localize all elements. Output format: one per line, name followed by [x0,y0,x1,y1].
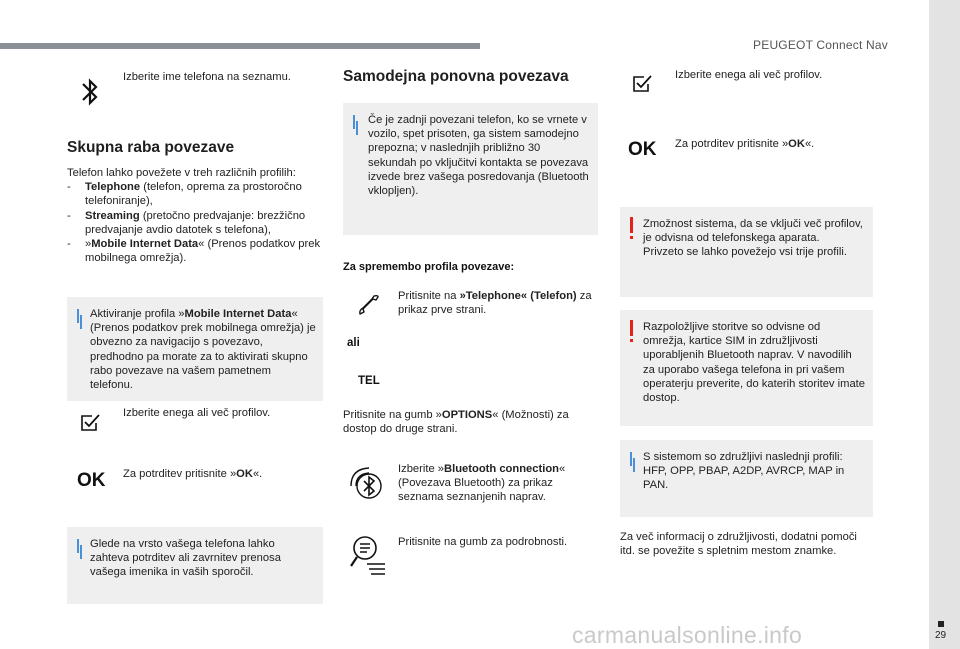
or-label: ali [347,337,360,349]
info-note-compatible [620,440,873,517]
details-text: Pritisnite na gumb za podrobnosti. [398,536,568,548]
tel-button-icon: TEL [358,375,380,387]
change-profile-title: Za spremembo profila povezave: [343,261,515,273]
brand-header: PEUGEOT Connect Nav [753,38,888,52]
info-note-text: Če je zadnji povezani telefon, ko se vrnete v vozilo, spet prisoten, ga sistem samodejno prepozna; v naslednjih približno 30 sekundah po vključitvi kontakta se povezava izvede brez vašega posredovanja (Bluetooth vklopljen). [368,114,589,198]
section-title-sharing: Skupna raba povezave [67,139,235,156]
watermark: carmanualsonline.info [572,622,803,648]
press-telephone-text: Pritisnite na »Telephone« (Telefon) za prikaz prve strani. [398,290,592,317]
info-icon [353,115,355,129]
info-note-reconnect [343,103,598,235]
warning-icon [630,320,633,336]
select-profiles-text: Izberite enega ali več profilov. [675,69,823,81]
warning-note-text: Zmožnost sistema, da se vključi več profilov, je odvisna od telefonskega aparata. Privzeto se lahko povežejo vsi trije profili. [643,218,863,259]
checkbox-icon [80,414,100,437]
page-marker [938,621,944,627]
info-icon [630,452,632,466]
confirm-text: Za potrditev pritisnite »OK«. [123,468,263,480]
warning-icon [630,217,633,233]
info-note-text: Aktiviranje profila »Mobile Internet Data« (Prenos podatkov prek mobilnega omrežja) je obvezno za navigacijo s povezavo, predhodno pa morate za to aktivirati skupno rabo povezave na vašem pametnem telefonu. [90,308,316,392]
info-note-contacts [67,527,323,604]
info-icon [77,309,79,323]
page-edge-strip [929,0,960,649]
confirm-text: Za potrditev pritisnite »OK«. [675,138,815,150]
profiles-intro: Telefon lahko povežete v treh različnih profilih: [67,167,296,179]
list-item: - »Mobile Internet Data« (Prenos podatkov prek mobilnega omrežja). [67,238,321,265]
bluetooth-connection-text: Izberite »Bluetooth connection« (Povezava Bluetooth) za prikaz seznama seznanjenih naprav. [398,463,566,504]
phone-handset-icon [357,293,381,322]
list-item: - Telephone (telefon, oprema za prostoročno telefoniranje), [67,181,302,208]
bluetooth-connection-icon [347,464,387,509]
select-phone-text: Izberite ime telefona na seznamu. [123,71,291,83]
warning-note-profiles [620,207,873,297]
info-icon [77,539,79,553]
bluetooth-icon [78,75,102,114]
info-note-text: S sistemom so združljivi naslednji profili: HFP, OPP, PBAP, A2DP, AVRCP, MAP in PAN. [643,451,845,492]
checkbox-icon [632,75,652,98]
select-profiles-text: Izberite enega ali več profilov. [123,407,271,419]
details-search-icon [347,533,387,582]
more-info-text: Za več informacij o združljivosti, dodatni pomoči itd. se povežite s spletnim mestom znamke. [620,531,857,558]
profiles-block [67,166,329,265]
header-rule [0,43,480,49]
page-number: 29 [935,630,947,641]
info-note-mobile-data [67,297,323,401]
warning-note-text: Razpoložljive storitve so odvisne od omrežja, kartice SIM in združljivosti uporabljenih Bluetooth naprav. V navodilih za uporabo vašega telefona in pri vašem operaterju preverite, do katerih storitev imate dostop. [643,321,865,405]
info-note-text: Glede na vrsto vašega telefona lahko zahteva potrditev ali zavrnitev prenosa vašega imenika in vaših sporočil. [90,538,281,579]
ok-button-icon: OK [628,139,657,160]
profiles-list [67,180,329,265]
warning-note-services [620,310,873,426]
options-text: Pritisnite na gumb »OPTIONS« (Možnosti) za dostop do druge strani. [343,409,569,436]
list-item: - Streaming (pretočno predvajanje: brezžično predvajanje avdio datotek s telefona), [67,209,306,236]
ok-button-icon: OK [77,470,106,491]
section-title-reconnect: Samodejna ponovna povezava [343,68,569,85]
